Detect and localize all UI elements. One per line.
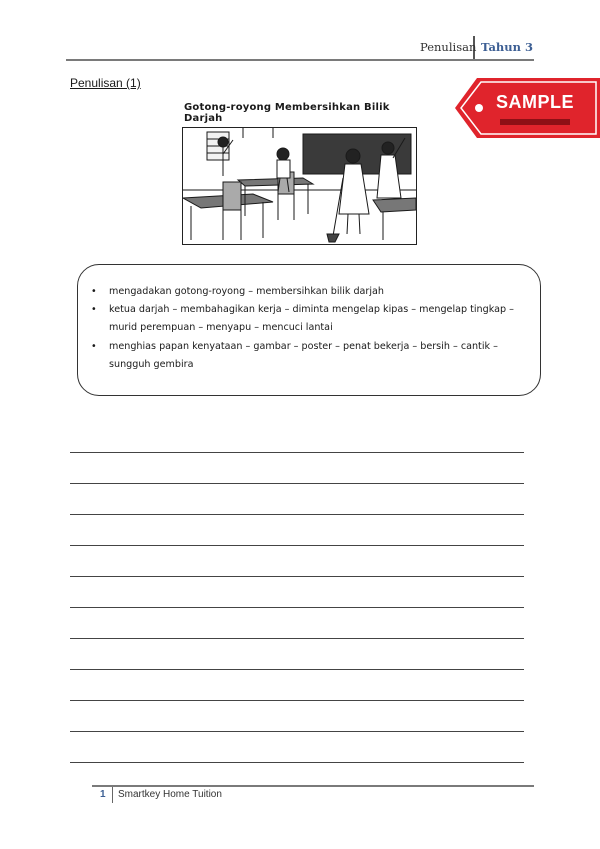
list-item: [91, 301, 531, 337]
writing-line[interactable]: [70, 514, 524, 515]
clue-list: [91, 283, 531, 374]
writing-line[interactable]: [70, 607, 524, 608]
writing-line[interactable]: [70, 731, 524, 732]
classroom-drawing: [183, 128, 416, 244]
writing-line[interactable]: [70, 483, 524, 484]
clue-text: mengadakan gotong-royong – membersihkan bilik darjah: [109, 286, 385, 297]
footer-publisher: Smartkey Home Tuition: [118, 789, 222, 800]
clue-text: ketua darjah – membahagikan kerja – diminta mengelap kipas – mengelap tingkap – murid perempuan – menyapu – mencuci lantai: [109, 304, 514, 334]
list-item: [91, 338, 531, 374]
footer-separator: [112, 787, 113, 803]
writing-line[interactable]: [70, 669, 524, 670]
header-section: Penulisan: [420, 40, 477, 54]
footer-rule: [92, 785, 534, 787]
header-grade: Tahun 3: [481, 40, 533, 54]
writing-line[interactable]: [70, 700, 524, 701]
writing-line[interactable]: [70, 638, 524, 639]
sample-stamp-label: SAMPLE: [495, 92, 574, 112]
clue-text: menghias papan kenyataan – gambar – poster – penat bekerja – bersih – cantik – sungguh gembira: [109, 340, 498, 370]
writing-line[interactable]: [70, 545, 524, 546]
writing-line[interactable]: [70, 762, 524, 763]
list-item: [91, 283, 531, 301]
bullet-icon: •: [91, 340, 97, 352]
page-number: 1: [100, 789, 106, 800]
classroom-illustration: [182, 127, 417, 245]
bullet-icon: •: [91, 286, 97, 297]
exercise-title: Penulisan (1): [70, 76, 141, 90]
writing-line[interactable]: [70, 452, 524, 453]
writing-line[interactable]: [70, 576, 524, 577]
header-rule: [66, 59, 534, 61]
picture-title: Gotong-royong Membersihkan Bilik Darjah: [184, 102, 390, 124]
bullet-icon: •: [91, 304, 97, 316]
